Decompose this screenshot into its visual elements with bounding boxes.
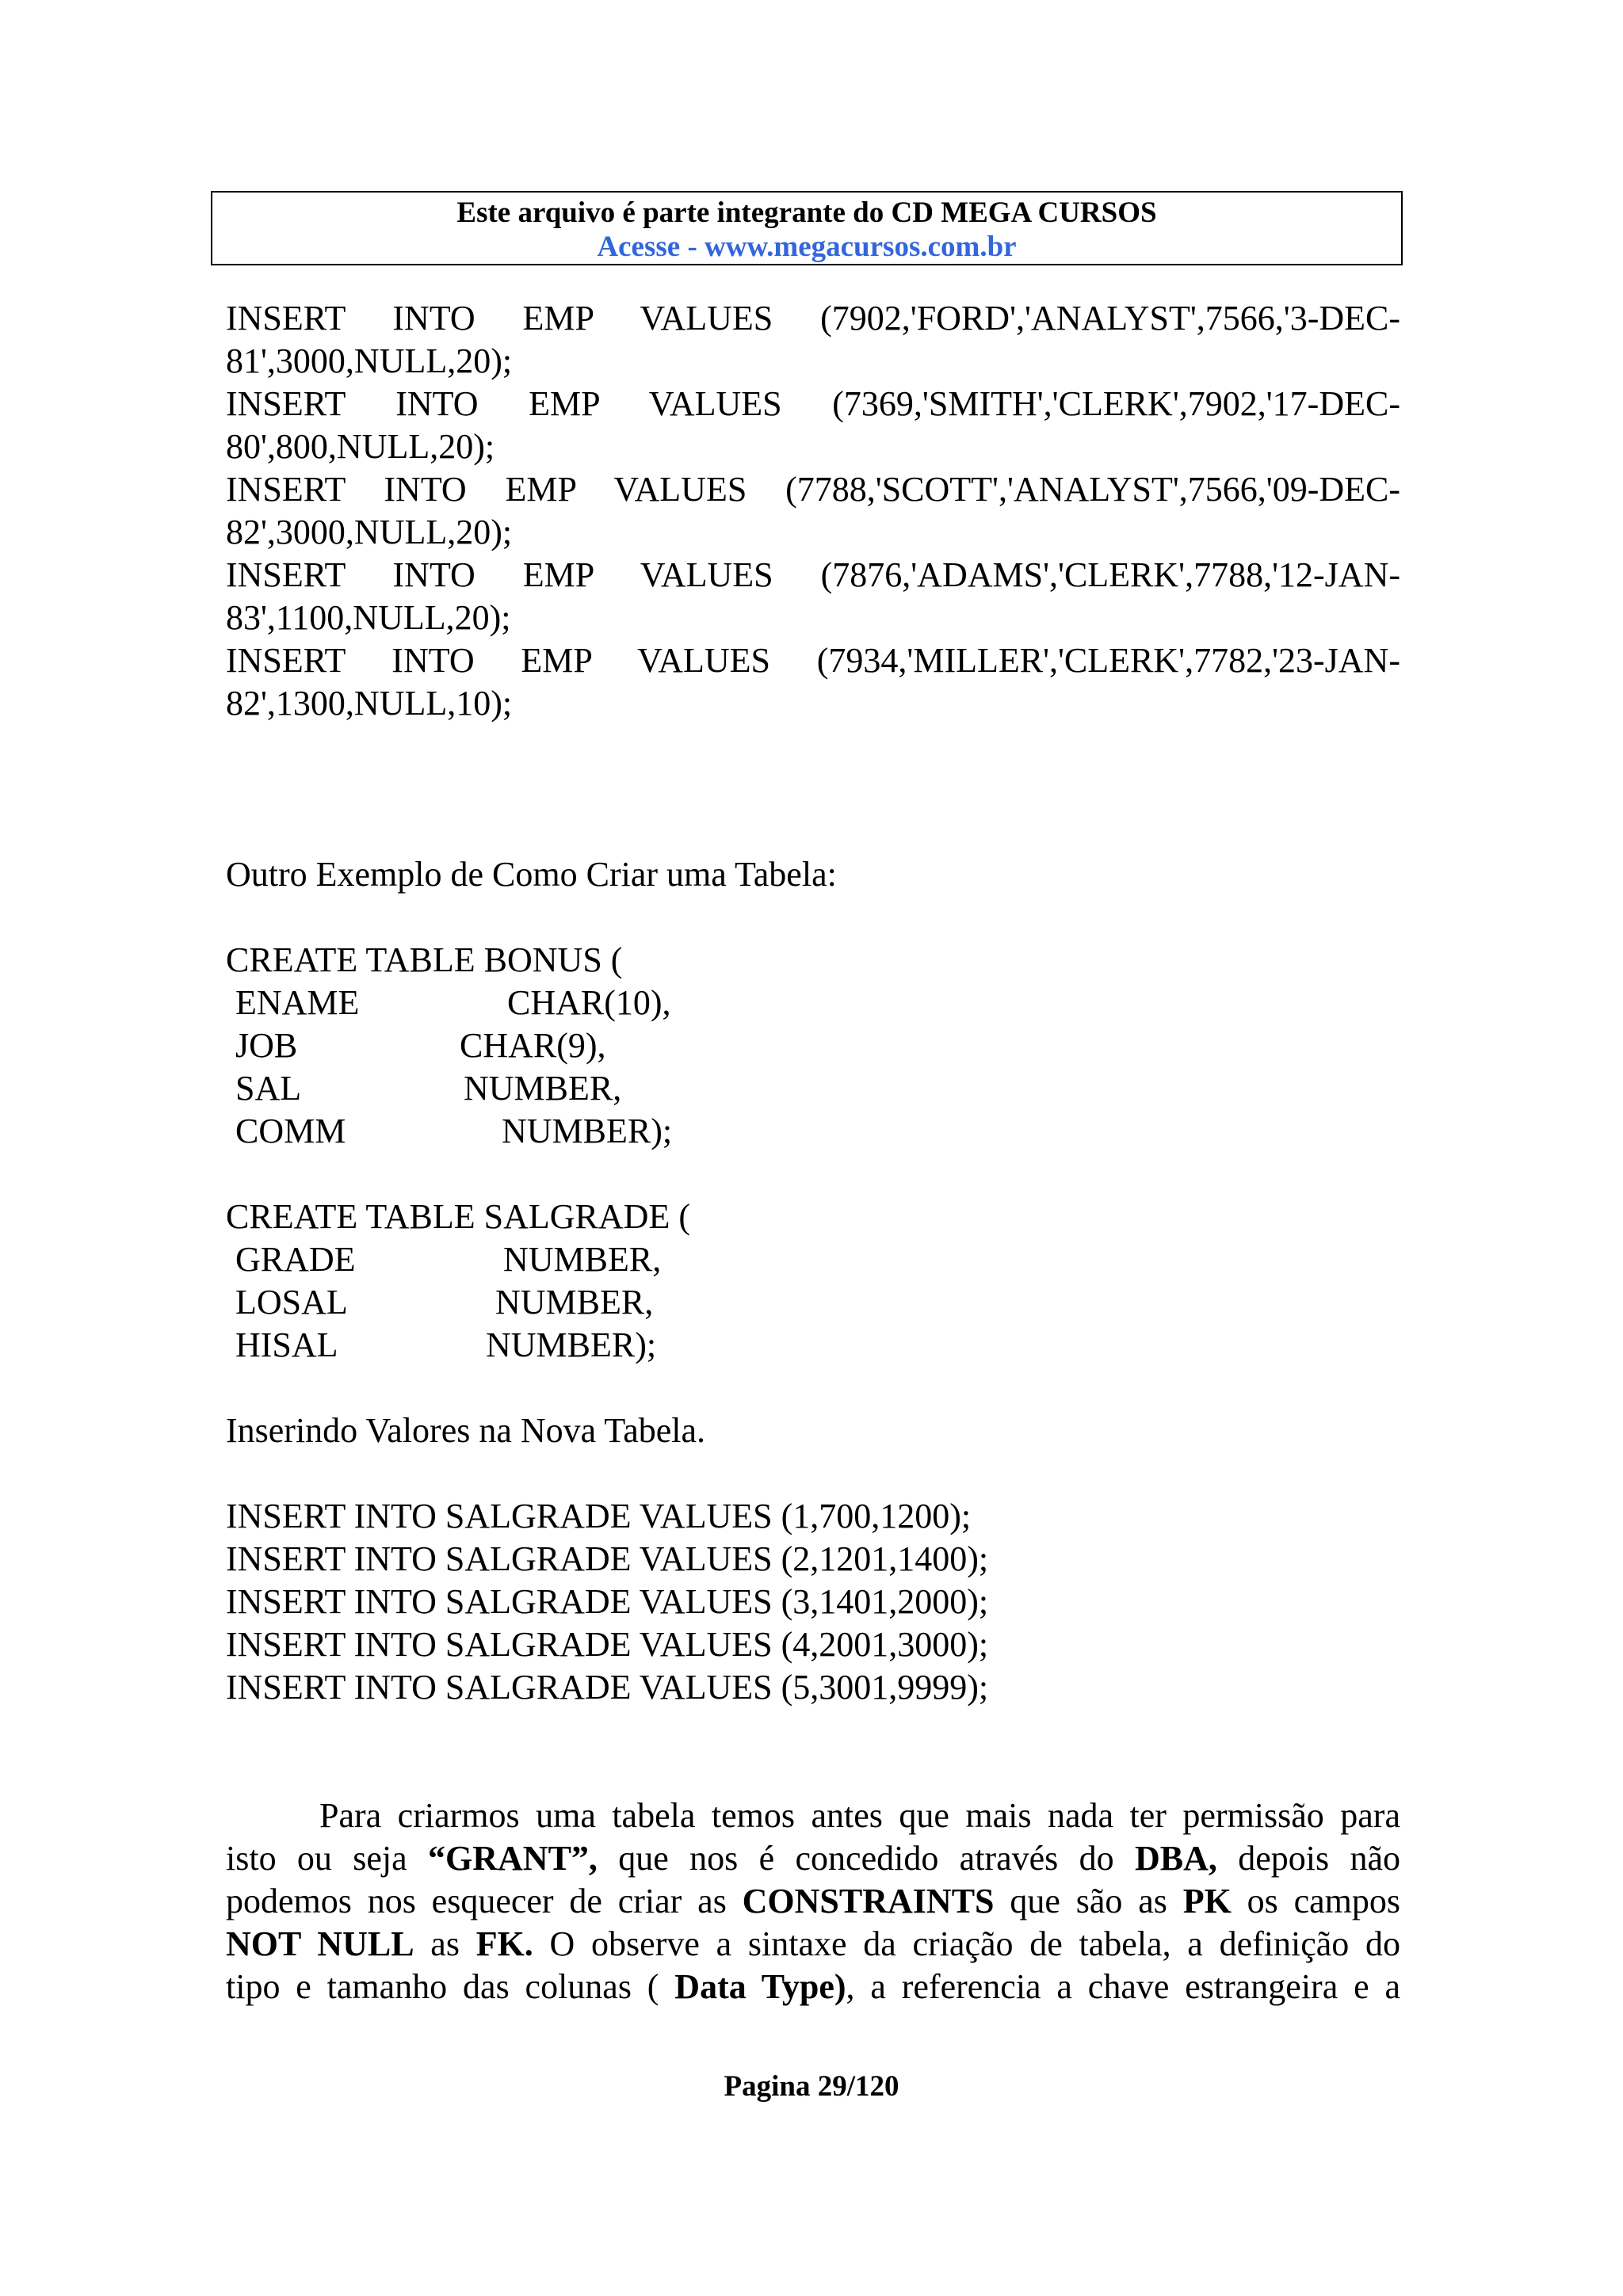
paragraph-line: NOT NULL as FK. O observe a sintaxe da criação de tabela, a definição do	[226, 1924, 1401, 1963]
create-table-bonus: CREATE TABLE BONUS (	[226, 940, 623, 979]
paragraph-line: podemos nos esquecer de criar as CONSTRAINTS que são as PK os campos	[226, 1882, 1401, 1920]
paragraph-line: tipo e tamanho das colunas ( Data Type), a referencia a chave estrangeira e a	[226, 1967, 1400, 2006]
column-name: ENAME	[235, 983, 360, 1022]
emp-insert-line: 82',1300,NULL,10);	[226, 684, 513, 723]
column-def	[226, 1324, 1400, 1367]
emp-insert-line: INSERT INTO EMP VALUES (7934,'MILLER','CLERK',7782,'23-JAN-	[226, 641, 1400, 680]
header-title: Este arquivo é parte integrante do CD MEGA CURSOS	[456, 196, 1157, 229]
column-def	[226, 1067, 1400, 1110]
column-def	[226, 1110, 1400, 1153]
salgrade-insert-line: INSERT INTO SALGRADE VALUES (4,2001,3000);	[226, 1625, 989, 1664]
salgrade-insert-line: INSERT INTO SALGRADE VALUES (3,1401,2000);	[226, 1582, 989, 1621]
page-content	[226, 297, 1400, 2008]
column-name: JOB	[235, 1026, 298, 1065]
column-type: NUMBER,	[464, 1069, 622, 1108]
paragraph-line: Para criarmos uma tabela temos antes que mais nada ter permissão para	[319, 1796, 1400, 1835]
column-def	[226, 982, 1400, 1024]
emp-insert-line: INSERT INTO EMP VALUES (7369,'SMITH','CLERK',7902,'17-DEC-	[226, 384, 1400, 423]
emp-insert-line: INSERT INTO EMP VALUES (7902,'FORD','ANALYST',7566,'3-DEC-	[226, 299, 1400, 338]
column-type: CHAR(9),	[460, 1026, 606, 1065]
column-name: LOSAL	[235, 1283, 348, 1322]
salgrade-insert-line: INSERT INTO SALGRADE VALUES (2,1201,1400);	[226, 1539, 989, 1578]
emp-insert-line: INSERT INTO EMP VALUES (7876,'ADAMS','CLERK',7788,'12-JAN-	[226, 555, 1400, 594]
column-def	[226, 1281, 1400, 1324]
salgrade-insert-line: INSERT INTO SALGRADE VALUES (1,700,1200);	[226, 1497, 972, 1535]
column-type: NUMBER,	[495, 1283, 654, 1322]
column-name: GRADE	[235, 1240, 356, 1279]
emp-insert-line: 80',800,NULL,20);	[226, 427, 495, 466]
section-title: Outro Exemplo de Como Criar uma Tabela:	[226, 855, 837, 894]
column-type: CHAR(10),	[507, 983, 671, 1022]
salgrade-insert-line: INSERT INTO SALGRADE VALUES (5,3001,9999);	[226, 1668, 989, 1707]
create-table-salgrade: CREATE TABLE SALGRADE (	[226, 1197, 690, 1236]
emp-insert-line: 83',1100,NULL,20);	[226, 598, 511, 637]
emp-insert-line: INSERT INTO EMP VALUES (7788,'SCOTT','ANALYST',7566,'09-DEC-	[226, 470, 1400, 509]
column-type: NUMBER,	[503, 1240, 662, 1279]
column-name: COMM	[235, 1112, 346, 1150]
insert-title: Inserindo Valores na Nova Tabela.	[226, 1411, 705, 1450]
column-name: HISAL	[235, 1325, 338, 1364]
column-type: NUMBER);	[502, 1112, 673, 1150]
emp-insert-line: 82',3000,NULL,20);	[226, 513, 513, 551]
body-paragraph	[226, 1794, 1400, 2008]
column-name: SAL	[235, 1069, 302, 1108]
header-box	[211, 191, 1403, 265]
paragraph-line: isto ou seja “GRANT”, que nos é concedido através do DBA, depois não	[226, 1839, 1400, 1878]
column-type: NUMBER);	[486, 1325, 657, 1364]
header-link[interactable]: Acesse - www.megacursos.com.br	[597, 231, 1017, 263]
emp-insert-line: 81',3000,NULL,20);	[226, 341, 513, 380]
column-def	[226, 1238, 1400, 1281]
page-number: Pagina 29/120	[724, 2070, 899, 2103]
column-def	[226, 1024, 1400, 1067]
